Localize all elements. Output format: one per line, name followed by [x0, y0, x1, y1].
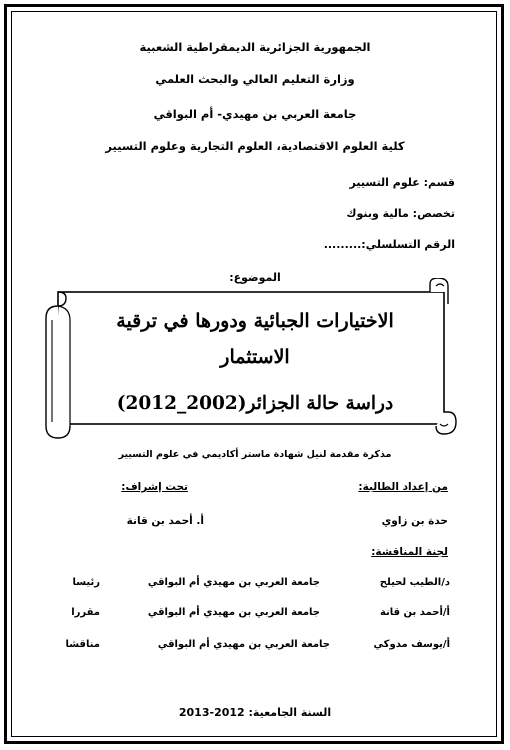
republic-name: الجمهورية الجزائرية الديمقراطية الشعبية [139, 40, 371, 54]
topic-label: الموضوع: [229, 271, 281, 284]
faculty-name: كلية العلوم الاقتصادية، العلوم التجارية وعلوم التسيير [105, 139, 405, 153]
department-line: قسم: علوم التسيير [349, 176, 455, 189]
committee-member-role: رئيسا [72, 577, 100, 588]
supervised-by-label: تحت إشراف: [121, 481, 188, 493]
committee-member-name: أ/أحمد بن قانة [379, 607, 450, 618]
thesis-note: مذكرة مقدمة لنيل شهادة ماستر أكاديمي في علوم التسيير [118, 449, 392, 460]
committee-label: لجنة المناقشة: [371, 546, 448, 558]
committee-member-institution: جامعة العربي بن مهيدي أم البواقي [157, 639, 330, 650]
thesis-title-line2: الاستثمار [220, 346, 290, 368]
university-name: جامعة العربي بن مهيدي- أم البواقي [153, 107, 357, 121]
case-study-line: دراسة حالة الجزائر(2002_2012) [116, 393, 394, 414]
committee-member-institution: جامعة العربي بن مهيدي أم البواقي [147, 607, 320, 618]
specialty-line: تخصص: مالية وبنوك [346, 207, 455, 220]
serial-number-line: الرقم التسلسلي:......... [323, 238, 455, 251]
committee-member-name: د/الطيب لحيلح [379, 577, 450, 588]
student-name: حدة بن زاوي [381, 515, 448, 527]
academic-year: السنة الجامعية: 2012-2013 [178, 706, 332, 719]
thesis-title-line1: الاختيارات الجبائية ودورها في ترقية [116, 310, 394, 332]
ministry-name: وزارة التعليم العالي والبحث العلمي [155, 72, 355, 86]
committee-member-name: أ/يوسف مدوكي [373, 639, 450, 650]
prepared-by-label: من إعداد الطالبة: [358, 481, 448, 493]
committee-member-institution: جامعة العربي بن مهيدي أم البواقي [147, 577, 320, 588]
supervisor-name: أ. أحمد بن قانة [126, 515, 204, 527]
committee-member-role: مقررا [71, 607, 100, 618]
committee-member-role: مناقشا [65, 639, 100, 650]
